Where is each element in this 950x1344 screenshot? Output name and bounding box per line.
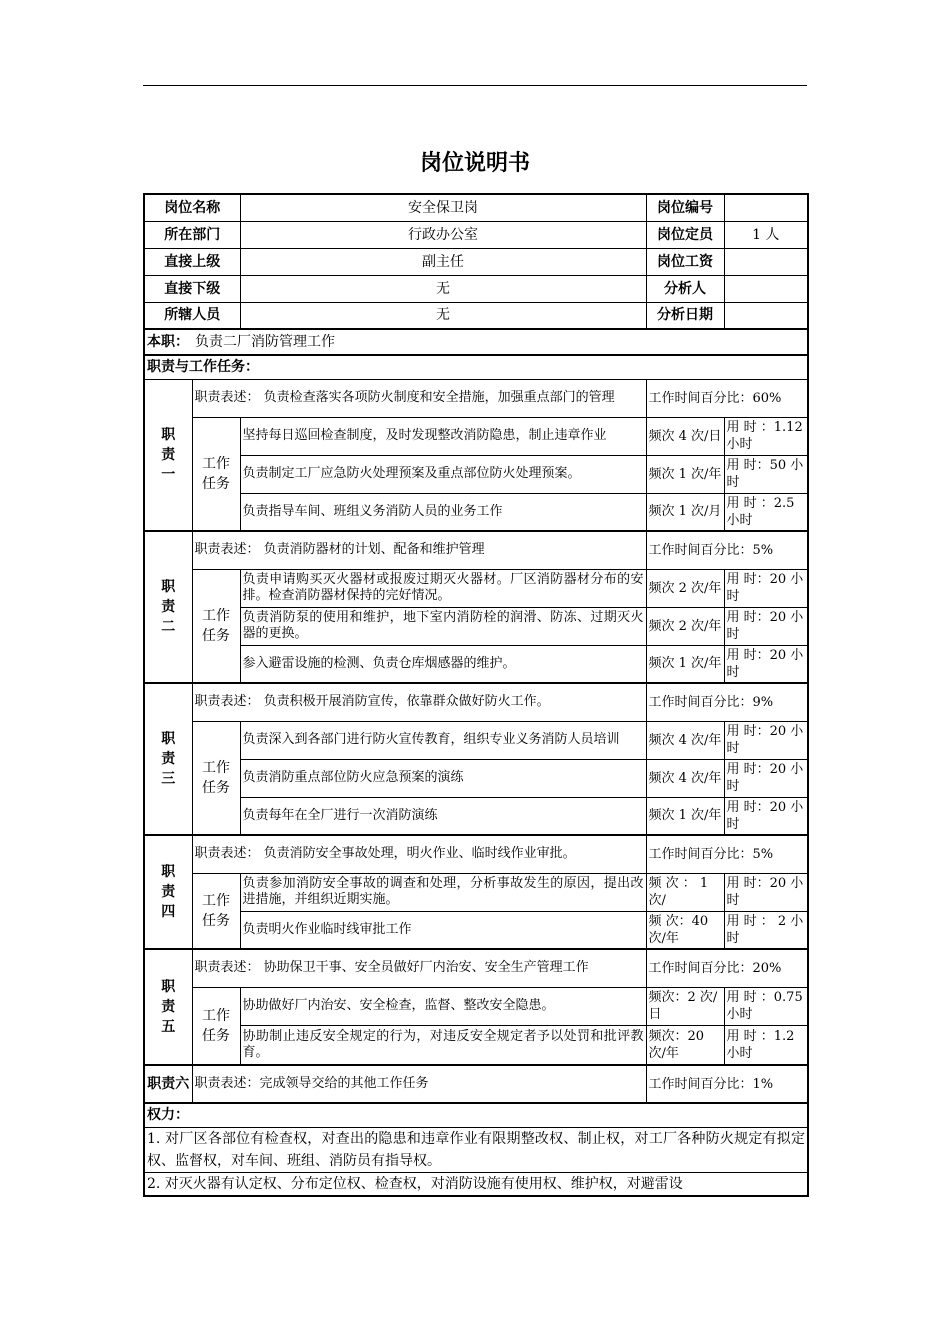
task-text: 坚持每日巡回检查制度，及时发现整改消防隐患，制止违章作业 [240, 417, 646, 455]
task-frequency: 频次 1 次/月 [646, 493, 724, 531]
header-row [144, 275, 808, 302]
duty-row [144, 683, 808, 721]
task-time: 用 时 ：2.5 小时 [724, 493, 808, 531]
duty-description: 职责表述：完成领导交给的其他工作任务 [192, 1065, 646, 1103]
duty-name [144, 531, 192, 683]
task-text: 负责制定工厂应急防火处理预案及重点部位防火处理预案。 [240, 455, 646, 493]
duty-name-text: 职责五 [161, 979, 176, 1035]
task-text: 负责明火作业临时线审批工作 [240, 911, 646, 949]
task-frequency: 频次 2 次/年 [646, 569, 724, 607]
header-row [144, 221, 808, 248]
task-row [144, 759, 808, 797]
duty-name [144, 683, 192, 835]
task-time: 用 时 ：1.2 小时 [724, 1025, 808, 1065]
task-frequency: 频 次 ： 1 次/ [646, 873, 724, 911]
duties-section-label: 职责与工作任务： [144, 355, 808, 379]
task-time: 用 时：20 小时 [724, 797, 808, 835]
task-time: 用 时：20 小时 [724, 607, 808, 645]
task-time: 用 时：50 小时 [724, 455, 808, 493]
task-frequency: 频次 4 次/年 [646, 759, 724, 797]
task-label [192, 569, 240, 683]
task-frequency: 频次 1 次/年 [646, 455, 724, 493]
header-row [144, 248, 808, 275]
task-frequency: 频次 1 次/年 [646, 797, 724, 835]
field-value: 无 [240, 275, 646, 302]
task-frequency: 频 次：40 次/年 [646, 911, 724, 949]
field-label: 岗位名称 [144, 194, 240, 221]
task-label [192, 417, 240, 531]
task-row [144, 1025, 808, 1065]
task-frequency: 频次 4 次/日 [646, 417, 724, 455]
field-label: 分析日期 [646, 302, 724, 329]
duty-description: 职责表述： 负责检查落实各项防火制度和安全措施，加强重点部门的管理 [192, 379, 646, 417]
field-label: 分析人 [646, 275, 724, 302]
duty-name-text: 职责四 [161, 864, 176, 920]
task-row [144, 607, 808, 645]
duty-name-text: 职责二 [161, 579, 176, 635]
field-value: 安全保卫岗 [240, 194, 646, 221]
task-time: 用 时：20 小时 [724, 759, 808, 797]
task-label-text: 工作任务 [202, 607, 230, 644]
task-row [144, 455, 808, 493]
duty-name-text: 职责三 [161, 731, 176, 787]
duty-row [144, 949, 808, 987]
task-text: 负责申请购买灭火器材或报废过期灭火器材。厂区消防器材分布的安排。检查消防器材保持的完好情况。 [240, 569, 646, 607]
task-row [144, 721, 808, 759]
task-frequency: 频次 1 次/年 [646, 645, 724, 683]
task-text: 负责指导车间、班组义务消防人员的业务工作 [240, 493, 646, 531]
task-row [144, 645, 808, 683]
task-text: 负责每年在全厂进行一次消防演练 [240, 797, 646, 835]
task-text: 负责参加消防安全事故的调查和处理，分析事故发生的原因，提出改进措施，并组织近期实施。 [240, 873, 646, 911]
field-label: 直接下级 [144, 275, 240, 302]
work-time-percent: 工作时间百分比：60% [646, 379, 808, 417]
field-value: 行政办公室 [240, 221, 646, 248]
work-time-percent: 工作时间百分比：5% [646, 531, 808, 569]
field-value [724, 248, 808, 275]
field-value [724, 275, 808, 302]
field-value: 1 人 [724, 221, 808, 248]
task-label [192, 721, 240, 835]
task-frequency: 频次 2 次/年 [646, 607, 724, 645]
duty-description: 职责表述： 负责消防器材的计划、配备和维护管理 [192, 531, 646, 569]
page-title: 岗位说明书 [419, 151, 530, 176]
work-time-percent: 工作时间百分比：9% [646, 683, 808, 721]
field-value: 无 [240, 302, 646, 329]
duty-name [144, 835, 192, 949]
duty-name [144, 1065, 192, 1103]
duty-row [144, 1065, 808, 1103]
benzhi-row [144, 329, 808, 355]
benzhi-label: 本职： [147, 334, 189, 350]
power-item: 2. 对灭火器有认定权、分布定位权、检查权，对消防设施有使用权、维护权，对避雷设 [144, 1172, 808, 1196]
field-label: 岗位工资 [646, 248, 724, 275]
task-text: 参入避雷设施的检测、负责仓库烟感器的维护。 [240, 645, 646, 683]
duty-name-text: 职责一 [161, 426, 176, 483]
task-row [144, 797, 808, 835]
duty-name [144, 379, 192, 531]
field-label: 所辖人员 [144, 302, 240, 329]
work-time-percent: 工作时间百分比：1% [646, 1065, 808, 1103]
duty-description: 职责表述： 负责积极开展消防宣传，依靠群众做好防火工作。 [192, 683, 646, 721]
job-description-table [143, 193, 809, 1197]
header-row [144, 302, 808, 329]
task-time: 用 时：20 小时 [724, 645, 808, 683]
header-rule [143, 85, 807, 86]
task-label-text: 工作任务 [202, 1007, 230, 1044]
field-value: 副主任 [240, 248, 646, 275]
task-text: 协助做好厂内治安、安全检查，监督、整改安全隐患。 [240, 987, 646, 1025]
field-label: 所在部门 [144, 221, 240, 248]
task-time: 用 时：20 小时 [724, 569, 808, 607]
task-label-text: 工作任务 [202, 759, 230, 796]
field-label: 岗位定员 [646, 221, 724, 248]
task-text: 协助制止违反安全规定的行为，对违反安全规定者予以处罚和批评教育。 [240, 1025, 646, 1065]
duty-description: 职责表述： 负责消防安全事故处理，明火作业、临时线作业审批。 [192, 835, 646, 873]
task-frequency: 频次 4 次/年 [646, 721, 724, 759]
task-text: 负责消防重点部位防火应急预案的演练 [240, 759, 646, 797]
task-label [192, 987, 240, 1065]
task-label [192, 873, 240, 949]
field-value [724, 194, 808, 221]
task-time: 用 时 ：1.12 小时 [724, 417, 808, 455]
power-item: 1. 对厂区各部位有检查权，对查出的隐患和违章作业有限期整改权、制止权，对工厂各种防火规定有拟定权、监督权，对车间、班组、消防员有指导权。 [144, 1127, 808, 1172]
duty-name [144, 949, 192, 1065]
task-time: 用 时 ：0.75 小时 [724, 987, 808, 1025]
power-section-label: 权力： [144, 1103, 808, 1127]
task-text: 负责消防泵的使用和维护，地下室内消防栓的润滑、防冻、过期灭火器的更换。 [240, 607, 646, 645]
work-time-percent: 工作时间百分比：20% [646, 949, 808, 987]
duty-row [144, 379, 808, 417]
field-label: 直接上级 [144, 248, 240, 275]
power-row [144, 1127, 808, 1172]
benzhi-text: 负责二厂消防管理工作 [195, 334, 335, 350]
task-row [144, 569, 808, 607]
task-row [144, 873, 808, 911]
field-value [724, 302, 808, 329]
task-frequency: 频次：2 次/日 [646, 987, 724, 1025]
task-time: 用 时：20 小时 [724, 873, 808, 911]
work-time-percent: 工作时间百分比：5% [646, 835, 808, 873]
duty-row [144, 835, 808, 873]
task-row [144, 987, 808, 1025]
task-row [144, 417, 808, 455]
task-text: 负责深入到各部门进行防火宣传教育，组织专业义务消防人员培训 [240, 721, 646, 759]
task-time: 用 时 ： 2 小时 [724, 911, 808, 949]
task-row [144, 493, 808, 531]
task-time: 用 时：20 小时 [724, 721, 808, 759]
task-label-text: 工作任务 [202, 892, 230, 929]
task-label-text: 工作任务 [202, 455, 230, 492]
header-row [144, 194, 808, 221]
duty-name-text: 职责六 [147, 1076, 190, 1092]
task-row [144, 911, 808, 949]
power-row [144, 1172, 808, 1196]
duty-row [144, 531, 808, 569]
duty-description: 职责表述： 协助保卫干事、安全员做好厂内治安、安全生产管理工作 [192, 949, 646, 987]
field-label: 岗位编号 [646, 194, 724, 221]
task-frequency: 频次：20 次/年 [646, 1025, 724, 1065]
